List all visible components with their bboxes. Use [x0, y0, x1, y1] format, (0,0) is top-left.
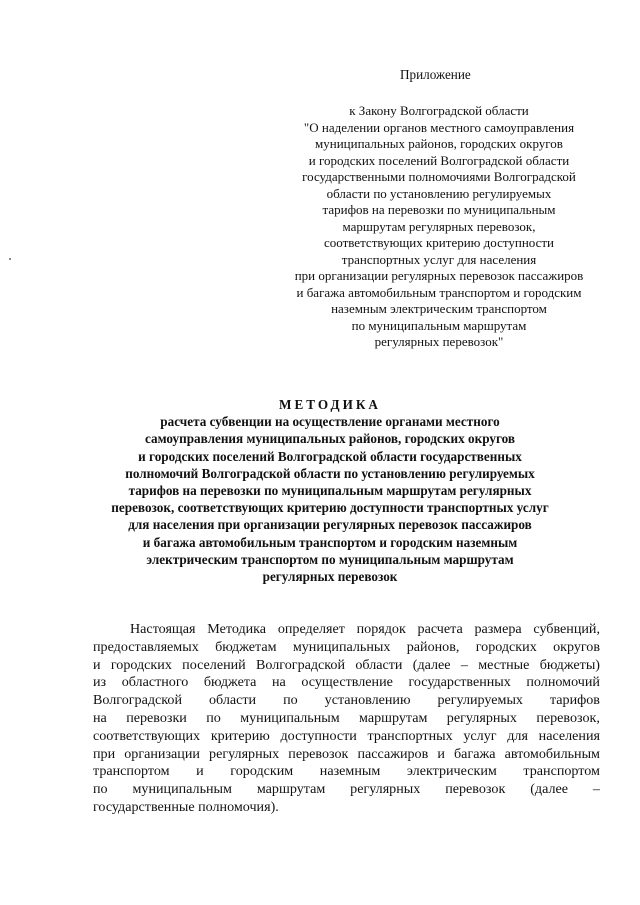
- paragraph-word: регулярных: [446, 709, 517, 726]
- paragraph-line: [93, 763, 600, 781]
- paragraph-word: области: [208, 692, 257, 709]
- appendix-reference-line: маршрутам регулярных перевозок,: [342, 218, 536, 234]
- paragraph-word: осуществление: [301, 674, 393, 691]
- appendix-reference-line: по муниципальным маршрутам: [351, 317, 527, 333]
- paragraph-word: транспортом: [93, 763, 170, 780]
- paragraph-word: –: [460, 656, 468, 673]
- paragraph-word: транспортных: [367, 727, 453, 744]
- paragraph-word: областного: [121, 674, 189, 691]
- paragraph-word: на: [272, 674, 286, 691]
- paragraph-word: муниципальных: [292, 638, 391, 655]
- methodology-subtitle-line: тарифов на перевозки по муниципальным маршрутам регулярных: [128, 483, 532, 499]
- paragraph-word: из: [93, 674, 107, 691]
- methodology-subtitle-line: самоуправления муниципальных районов, городских округов: [145, 431, 515, 447]
- appendix-reference-line: области по установлению регулируемых: [326, 185, 552, 201]
- paragraph-line: [93, 728, 600, 746]
- paragraph-word: городских: [475, 638, 537, 655]
- paragraph-word: –: [592, 781, 600, 798]
- paragraph-word: Волгоградской: [256, 656, 346, 673]
- paragraph-word: установлению: [324, 692, 411, 709]
- paragraph-word: Методика: [207, 621, 267, 637]
- paragraph-word: регулируемых: [437, 692, 523, 709]
- paragraph-word: городских: [110, 656, 172, 673]
- paragraph-word: полномочий: [526, 674, 600, 691]
- paragraph-word: тарифов: [549, 692, 600, 709]
- appendix-reference-line: наземным электрическим транспортом: [331, 301, 547, 316]
- paragraph-line: [93, 639, 600, 657]
- paragraph-word: округов: [553, 638, 600, 655]
- appendix-reference-line: транспортных услуг для населения: [341, 251, 537, 267]
- paragraph-word: (далее: [530, 781, 568, 798]
- appendix-reference-line: к Закону Волгоградской области: [349, 103, 529, 118]
- paragraph-word: наземным: [319, 763, 381, 780]
- paragraph-word: организации: [124, 745, 200, 762]
- paragraph-line: [93, 781, 600, 799]
- paragraph-word: определяет: [277, 621, 345, 637]
- paragraph-word: перевозок,: [536, 709, 600, 726]
- paragraph-line: [93, 621, 600, 639]
- methodology-subtitle-line: перевозок, соответствующих критерию доступности транспортных услуг: [111, 500, 549, 516]
- appendix-reference-line: регулярных перевозок": [374, 334, 504, 349]
- paragraph-word: маршрутам: [256, 781, 326, 798]
- appendix-reference-line: тарифов на перевозки по муниципальным: [322, 202, 556, 217]
- paragraph-word: муниципальным: [132, 781, 232, 798]
- paragraph-word: (далее: [412, 656, 451, 673]
- methodology-subtitle-line: полномочий Волгоградской области по установлению регулируемых: [125, 465, 535, 481]
- appendix-reference: [270, 103, 608, 351]
- paragraph-word: перевозок: [445, 781, 506, 798]
- paragraph-word: районов,: [406, 638, 460, 655]
- paragraph-line: [93, 657, 600, 675]
- paragraph-word: электрическим: [406, 763, 497, 780]
- paragraph-word: городским: [230, 763, 294, 780]
- paragraph-word: пассажиров: [357, 745, 429, 762]
- methodology-heading: МЕТОДИКА: [279, 397, 381, 412]
- paragraph-word: поселений: [182, 656, 246, 673]
- appendix-title: Приложение: [400, 67, 471, 82]
- paragraph-word: на: [93, 709, 107, 726]
- methodology-subtitle-line: электрическим транспортом по муниципальным маршрутам: [146, 551, 514, 567]
- methodology-subtitle-line: регулярных перевозок: [262, 569, 398, 585]
- appendix-reference-line: при организации регулярных перевозок пассажиров: [294, 268, 584, 283]
- paragraph-word: услуг: [463, 727, 497, 744]
- paragraph-word: транспортом: [523, 763, 600, 780]
- paragraph-word: размера: [474, 621, 522, 637]
- paragraph-word: соответствующих: [93, 727, 201, 744]
- paragraph-word: регулярных: [350, 781, 421, 798]
- paragraph-word: Волгоградской: [93, 692, 183, 709]
- paragraph-word: перевозки: [126, 709, 187, 726]
- paragraph-word: перевозок: [288, 745, 349, 762]
- paragraph-word: и: [437, 745, 445, 762]
- paragraph-line: [93, 674, 600, 692]
- appendix-reference-line: и багажа автомобильным транспортом и городским: [296, 284, 582, 300]
- scan-margin-mark: [9, 258, 11, 260]
- paragraph-line: [93, 710, 600, 728]
- paragraph-word: населения: [538, 727, 600, 744]
- methodology-subtitle-line: и багажа автомобильным транспортом и городским наземным: [142, 534, 518, 550]
- paragraph-word: государственных: [408, 674, 511, 691]
- paragraph-word: предоставляемых: [93, 638, 199, 655]
- paragraph-word: регулярных: [209, 745, 280, 762]
- appendix-reference-line: "О наделении органов местного самоуправления: [303, 119, 575, 135]
- paragraph-word: бюджетам: [215, 638, 277, 655]
- paragraph-line: [93, 799, 600, 817]
- appendix-reference-line: и городских поселений Волгоградской области: [308, 152, 570, 168]
- paragraph-word: порядок: [356, 621, 406, 637]
- paragraph-word: муниципальным: [240, 709, 340, 726]
- paragraph-word: бюджеты): [539, 656, 600, 673]
- paragraph-line: [93, 746, 600, 764]
- methodology-subtitle-line: для населения при организации регулярных перевозок пассажиров: [128, 517, 532, 533]
- paragraph-word: области: [355, 656, 403, 673]
- appendix-reference-line: государственными полномочиями Волгоградской: [302, 169, 576, 184]
- paragraph-word: и: [93, 656, 101, 673]
- paragraph-word: при: [93, 745, 116, 762]
- appendix-reference-line: муниципальных районов, городских округов: [315, 136, 563, 151]
- methodology-title-block: [70, 396, 590, 585]
- paragraph-word: по: [283, 692, 298, 709]
- methodology-subtitle: [70, 413, 590, 585]
- paragraph-word: багажа: [454, 745, 496, 762]
- paragraph-word: государственные полномочия).: [93, 798, 279, 815]
- methodology-subtitle-line: и городских поселений Волгоградской области государственных: [138, 448, 522, 464]
- paragraph-word: местные: [478, 656, 530, 673]
- paragraph-word: бюджета: [203, 674, 257, 691]
- methodology-subtitle-line: расчета субвенции на осуществление органами местного: [160, 414, 500, 430]
- appendix-reference-line: соответствующих критерию доступности: [323, 235, 555, 250]
- paragraph-word: критерию: [210, 727, 270, 744]
- paragraph-word: маршрутам: [359, 709, 428, 726]
- paragraph-word: для: [507, 727, 528, 744]
- paragraph-word: автомобильным: [504, 745, 600, 762]
- paragraph-word: расчета: [417, 621, 463, 637]
- paragraph-word: по: [206, 709, 221, 726]
- paragraph-line: [93, 692, 600, 710]
- paragraph-word: доступности: [280, 727, 357, 744]
- body-paragraph: [93, 621, 600, 817]
- paragraph-word: и: [196, 763, 204, 780]
- paragraph-word: Настоящая: [130, 621, 196, 637]
- paragraph-word: субвенций,: [533, 621, 600, 637]
- paragraph-word: по: [93, 781, 108, 798]
